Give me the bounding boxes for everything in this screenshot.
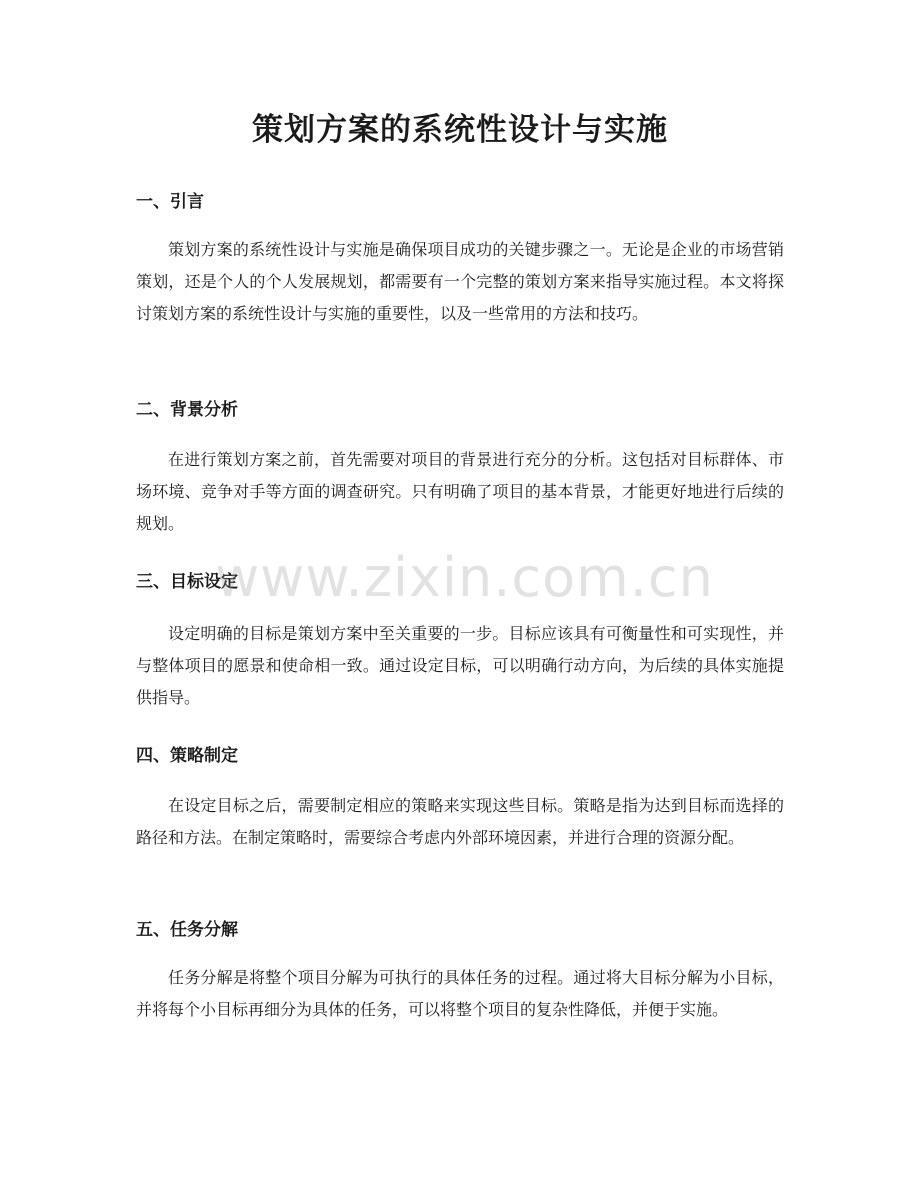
section-heading-task-breakdown: 五、任务分解 <box>136 920 238 940</box>
section-body-goals: 设定明确的目标是策划方案中至关重要的一步。目标应该具有可衡量性和可实现性，并与整体项目的愿景和使命相一致。通过设定目标，可以明确行动方向，为后续的具体实施提供指导。 <box>136 624 784 707</box>
section-body-background: 在进行策划方案之前，首先需要对项目的背景进行充分的分析。这包括对目标群体、市场环境、竞争对手等方面的调查研究。只有明确了项目的基本背景，才能更好地进行后续的规划。 <box>136 450 784 533</box>
section-body-task-breakdown: 任务分解是将整个项目分解为可执行的具体任务的过程。通过将大目标分解为小目标，并将每个小目标再细分为具体的任务，可以将整个项目的复杂性降低，并便于实施。 <box>136 968 784 1019</box>
section-body-introduction: 策划方案的系统性设计与实施是确保项目成功的关键步骤之一。无论是企业的市场营销策划，还是个人的个人发展规划，都需要有一个完整的策划方案来指导实施过程。本文将探讨策划方案的系统性设计与实施的重要性，以及一些常用的方法和技巧。 <box>136 240 784 323</box>
site-watermark: www.zixin.com.cn <box>215 546 714 609</box>
section-heading-background: 二、背景分析 <box>136 400 238 420</box>
section-body-strategy: 在设定目标之后，需要制定相应的策略来实现这些目标。策略是指为达到目标而选择的路径和方法。在制定策略时，需要综合考虑内外部环境因素，并进行合理的资源分配。 <box>136 796 784 847</box>
section-heading-strategy: 四、策略制定 <box>136 746 238 766</box>
section-heading-goals: 三、目标设定 <box>136 572 238 592</box>
document-title: 策划方案的系统性设计与实施 <box>252 112 668 148</box>
section-heading-introduction: 一、引言 <box>136 192 204 212</box>
